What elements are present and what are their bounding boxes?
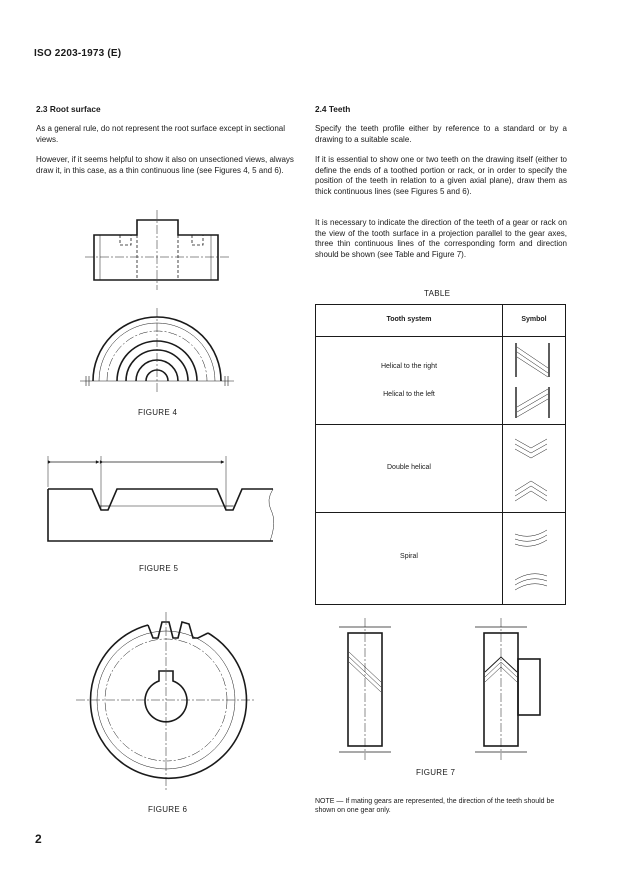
table-cell-double-helical: Double helical bbox=[387, 464, 431, 471]
figure-7-helical-view bbox=[339, 618, 391, 760]
root-surface-para-2: However, if it seems helpful to show it also on unsectioned views, always draw it, in this case, as a thin continuous line (see Figures 4, 5 and 6). bbox=[36, 155, 294, 175]
figure-7-caption: FIGURE 7 bbox=[416, 768, 456, 777]
figure-5-caption: FIGURE 5 bbox=[139, 564, 179, 573]
teeth-para-3: It is necessary to indicate the direction of the teeth of a gear or rack on the view of the tooth surface in a projection parallel to the gear axes, three thin continuous lines of the corresponding form and direction should be shown (see Table and Figure 7). bbox=[315, 218, 567, 259]
symbol-spiral bbox=[515, 530, 547, 590]
root-surface-para-1: As a general rule, do not represent the root surface except in sectional views. bbox=[36, 124, 286, 144]
table-cell-spiral: Spiral bbox=[400, 553, 418, 560]
teeth-para-2: If it is essential to show one or two teeth on the drawing itself (either to define the ends of a toothed portion or rack, or in order to specify the position of the teeth in relation to a given axial plane), draw them as thick continuous lines (see Figures 5 and 6). bbox=[315, 155, 567, 196]
page-number: 2 bbox=[35, 832, 42, 846]
figure-7-double-helical-view bbox=[475, 618, 540, 760]
figure-6-caption: FIGURE 6 bbox=[148, 805, 188, 814]
table-header-symbol: Symbol bbox=[521, 316, 547, 323]
symbol-helical-right bbox=[516, 343, 549, 377]
table-cell-helical-left: Helical to the left bbox=[383, 391, 435, 398]
figure-5-rack-section bbox=[48, 456, 274, 541]
symbol-double-helical bbox=[515, 439, 547, 501]
section-heading-root-surface: 2.3 Root surface bbox=[36, 104, 101, 114]
teeth-para-1: Specify the teeth profile either by reference to a standard or by a drawing to a suitable scale. bbox=[315, 124, 567, 144]
document-header: ISO 2203-1973 (E) bbox=[34, 48, 122, 59]
table-cell-helical-right: Helical to the right bbox=[380, 363, 438, 370]
table-title: TABLE bbox=[424, 289, 451, 298]
figure-6-gear-front-view bbox=[76, 612, 256, 790]
figure-4-side-view bbox=[85, 210, 230, 290]
footnote: NOTE — If mating gears are represented, the direction of the teeth should be shown on one gear only. bbox=[315, 798, 555, 814]
table-header-tooth-system: Tooth system bbox=[386, 316, 432, 323]
symbol-helical-left bbox=[516, 387, 549, 418]
figure-4-caption: FIGURE 4 bbox=[138, 408, 178, 417]
figure-4-half-front-view bbox=[80, 308, 234, 393]
section-heading-teeth: 2.4 Teeth bbox=[315, 104, 351, 114]
